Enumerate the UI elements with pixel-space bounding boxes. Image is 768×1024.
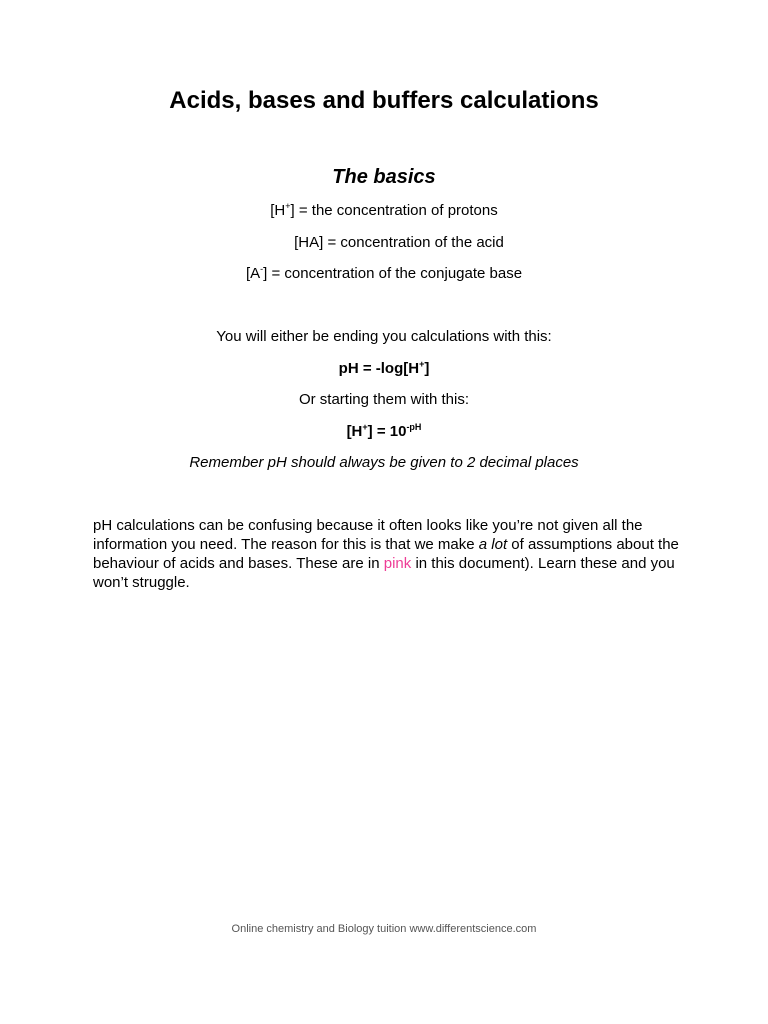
formula-text: [H [346, 423, 363, 440]
reminder-note: Remember pH should always be given to 2 decimal places [189, 454, 579, 471]
superscript-plus: + [419, 359, 425, 369]
superscript-minus: - [260, 264, 264, 274]
definition-symbol: [H [270, 202, 286, 219]
definition-text: ] = concentration of the conjugate base [263, 265, 523, 282]
superscript-exponent: -pH [406, 422, 422, 432]
formula-text: ] [424, 360, 430, 377]
section-heading: The basics [332, 166, 436, 188]
definition-protons [0, 200, 768, 222]
page-footer: Online chemistry and Biology tuition www.differentscience.com [231, 923, 537, 935]
definition-conjugate-base [0, 263, 768, 285]
paragraph-text: of assumptions about the behaviour of acids and bases. These are in [93, 536, 679, 572]
superscript-plus: + [362, 422, 368, 432]
starting-intro: Or starting them with this: [298, 391, 470, 408]
h-concentration-formula [0, 421, 768, 443]
ph-formula [0, 358, 768, 380]
paragraph-text: in this document). Learn these and you won’t struggle. [93, 555, 675, 591]
pink-highlight-word: pink [383, 555, 412, 572]
definition-text: ] = the concentration of protons [290, 202, 498, 219]
intro-paragraph [93, 516, 683, 592]
definition-acid [0, 232, 768, 254]
emphasis-text: a lot [478, 536, 508, 553]
page-title: Acids, bases and buffers calculations [169, 87, 599, 114]
definition-symbol: [A [245, 265, 261, 282]
paragraph-text: pH calculations can be confusing because it often looks like you’re not given all the information you need. The reason for this is that we make [93, 517, 643, 553]
definition-text: [HA] = concentration of the acid [294, 234, 504, 251]
formula-text: ] = 10 [367, 423, 407, 440]
superscript-plus: + [285, 201, 291, 211]
formula-text: pH = -log[H [338, 360, 420, 377]
ending-intro: You will either be ending you calculations with this: [216, 328, 552, 345]
